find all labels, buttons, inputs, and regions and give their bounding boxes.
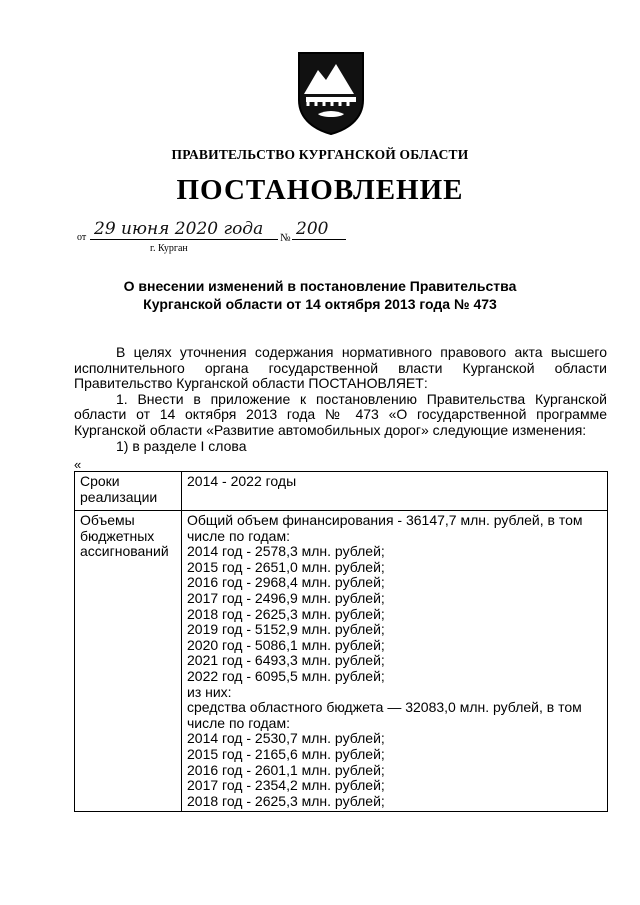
organization-name: ПРАВИТЕЛЬСТВО КУРГАНСКОЙ ОБЛАСТИ — [171, 147, 469, 162]
row-value-term: 2014 - 2022 годы — [182, 472, 608, 511]
funding-line: 2022 год - 6095,5 млн. рублей; — [187, 667, 385, 684]
funding-line: 2014 год - 2578,3 млн. рублей; — [187, 543, 385, 560]
funding-line: средства областного бюджета — 32083,0 млн. рублей, в том — [187, 699, 582, 716]
funding-line: 2014 год - 2530,7 млн. рублей; — [187, 730, 385, 747]
funding-line: 2021 год - 6493,3 млн. рублей; — [187, 652, 385, 669]
table-row — [75, 472, 608, 511]
table-row — [75, 511, 608, 812]
program-parameters-table — [74, 471, 608, 812]
p2-line-3: Курганской области «Развитие автомобильных дорог» следующие изменения: — [74, 421, 587, 438]
subject-line-1: О внесении изменений в постановление Правительства — [123, 278, 517, 294]
funding-line: 2016 год - 2601,1 млн. рублей; — [187, 761, 385, 778]
subject-line-2: Курганской области от 14 октября 2013 года № 473 — [143, 296, 497, 312]
funding-line: 2016 год - 2968,4 млн. рублей; — [187, 574, 385, 591]
p1-line-2: исполнительного органа государственной власти Курганской области — [74, 359, 607, 376]
city-name: г. Курган — [150, 243, 188, 254]
row-value-funding — [182, 511, 608, 812]
handwritten-date: 29 июня 2020 года — [94, 219, 264, 239]
funding-line: Общий объем финансирования - 36147,7 млн. рублей, в том — [187, 512, 583, 528]
p1-line-3: Правительство Курганской области ПОСТАНОВЛЯЕТ: — [74, 375, 428, 392]
handwritten-number: 200 — [296, 219, 329, 239]
row-key-funding: Объемы бюджетных ассигнований — [75, 511, 182, 812]
number-underline — [292, 239, 346, 240]
opening-quote: « — [74, 457, 82, 472]
funding-line: 2019 год - 5152,9 млн. рублей; — [187, 621, 385, 638]
funding-line: 2017 год - 2496,9 млн. рублей; — [187, 589, 385, 606]
coat-of-arms-emblem — [296, 50, 366, 136]
document-type-title: ПОСТАНОВЛЕНИЕ — [176, 174, 464, 206]
date-prefix: от — [77, 232, 87, 243]
p2-line-2: области от 14 октября 2013 года № 473 «О государственной программе — [74, 406, 607, 423]
funding-line: 2018 год - 2625,3 млн. рублей; — [187, 792, 385, 809]
row-key-term: Сроки реализации — [75, 472, 182, 511]
number-label: № — [280, 232, 291, 244]
funding-line: 2015 год - 2651,0 млн. рублей; — [187, 558, 385, 575]
date-underline — [90, 239, 278, 240]
document-body — [74, 345, 607, 454]
funding-line: 2015 год - 2165,6 млн. рублей; — [187, 745, 385, 762]
p3-text: 1) в разделе I слова — [116, 437, 247, 454]
funding-line: числе по годам: — [187, 714, 290, 731]
funding-line: 2018 год - 2625,3 млн. рублей; — [187, 605, 385, 622]
funding-line: числе по годам: — [187, 527, 290, 544]
p1-line-1: В целях уточнения содержания нормативного правового акта высшего — [116, 344, 607, 360]
funding-line: из них: — [187, 683, 232, 700]
p2-line-1: 1. Внести в приложение к постановлению Правительства Курганской — [116, 390, 607, 407]
document-subject — [60, 277, 580, 313]
funding-line: 2017 год - 2354,2 млн. рублей; — [187, 777, 385, 794]
funding-line: 2020 год - 5086,1 млн. рублей; — [187, 636, 385, 653]
